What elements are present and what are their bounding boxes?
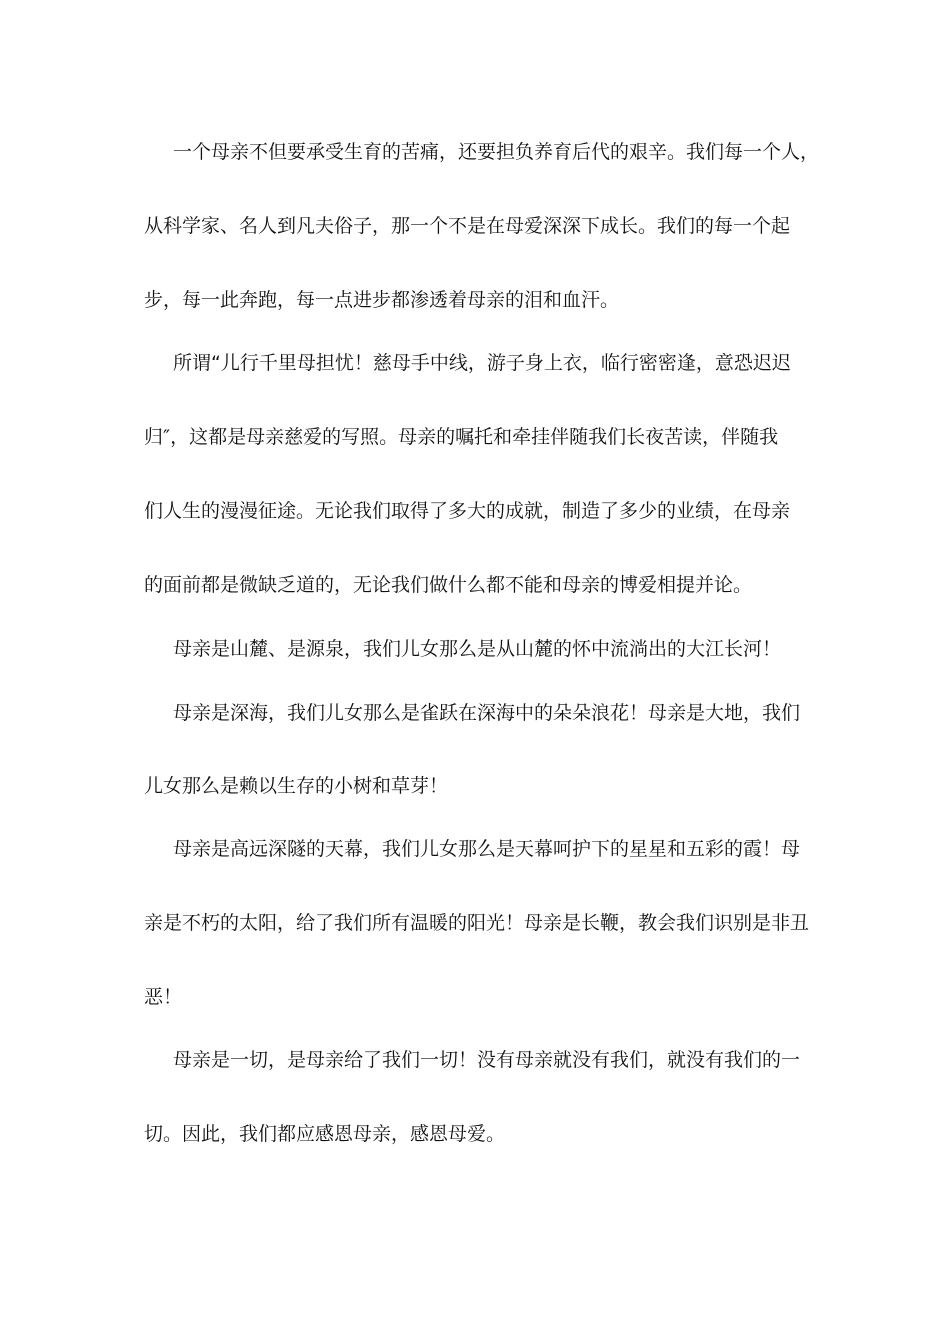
- paragraph-3-line-1: 母亲是山麓、是源泉，我们儿女那么是从山麓的怀中流淌出的大江长河！: [173, 638, 782, 660]
- paragraph-2-line-3: 们人生的漫漫征途。无论我们取得了多大的成就，制造了多少的业绩，在母亲: [144, 500, 791, 522]
- paragraph-2-line-4: 的面前都是微缺乏道的，无论我们做什么都不能和母亲的博爱相提并论。: [144, 574, 753, 596]
- paragraph-1-line-2: 从科学家、名人到凡夫俗子，那一个不是在母爱深深下成长。我们的每一个起: [144, 215, 791, 237]
- paragraph-5-line-1: 母亲是高远深隧的天幕，我们儿女那么是天幕呵护下的星星和五彩的霞！母: [173, 838, 801, 860]
- paragraph-6-line-1: 母亲是一切，是母亲给了我们一切！没有母亲就没有我们，就没有我们的一: [173, 1049, 801, 1071]
- paragraph-5-line-2: 亲是不朽的太阳，给了我们所有温暖的阳光！母亲是长鞭，教会我们识别是非丑: [144, 912, 810, 934]
- paragraph-2-line-2: 归″，这都是母亲慈爱的写照。母亲的嘱托和牵挂伴随我们长夜苦读，伴随我: [144, 426, 779, 448]
- paragraph-1-line-1: 一个母亲不但要承受生育的苦痛，还要担负养育后代的艰辛。我们每一个人，: [173, 141, 820, 163]
- paragraph-6-line-2: 切。因此，我们都应感恩母亲，感恩母爱。: [144, 1123, 506, 1145]
- paragraph-5-line-3: 恶！: [144, 986, 183, 1008]
- paragraph-4-line-2: 儿女那么是赖以生存的小树和草芽！: [144, 775, 449, 797]
- paragraph-2-line-1: 所谓“儿行千里母担忧！慈母手中线，游子身上衣，临行密密逢，意恐迟迟: [173, 352, 791, 374]
- paragraph-4-line-1: 母亲是深海，我们儿女那么是雀跃在深海中的朵朵浪花！母亲是大地，我们: [173, 702, 801, 724]
- paragraph-1-line-3: 步，每一此奔跑，每一点进步都渗透着母亲的泪和血汗。: [144, 289, 620, 311]
